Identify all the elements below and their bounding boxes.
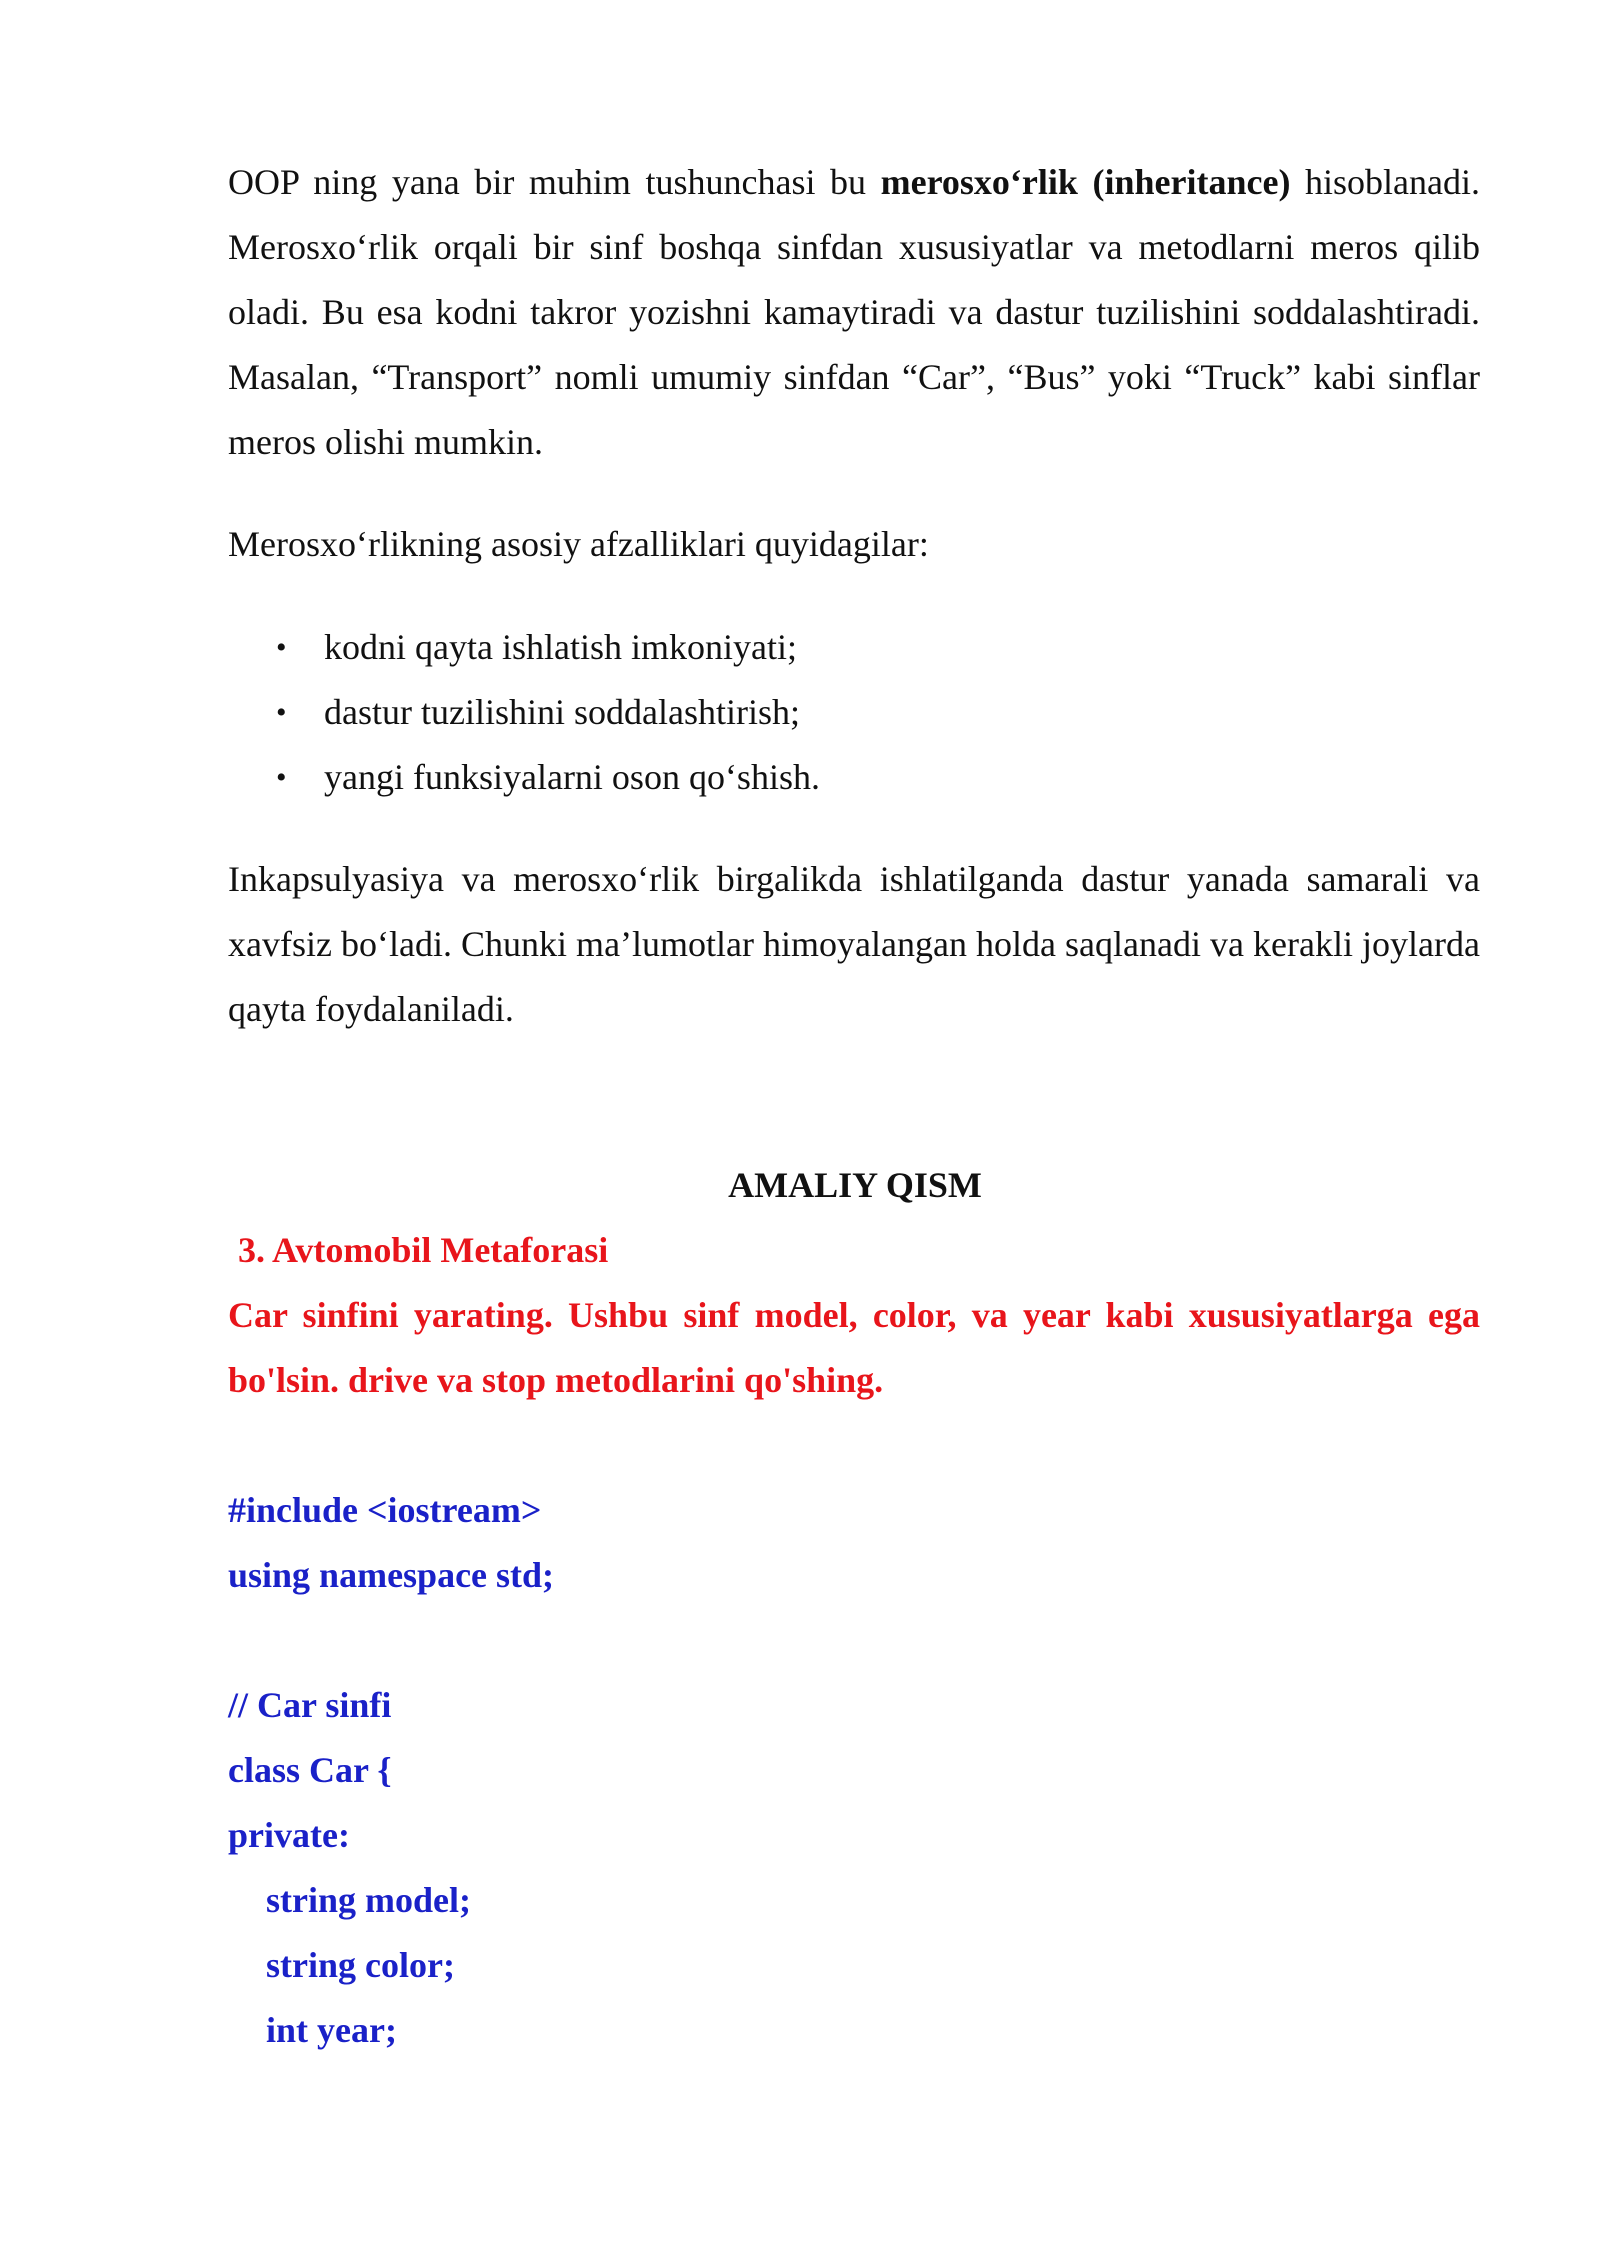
paragraph-text-start: OOP ning yana bir muhim tushunchasi bu bbox=[228, 162, 881, 202]
code-line-model: string model; bbox=[266, 1880, 471, 1920]
list-item bbox=[228, 615, 1480, 680]
inheritance-paragraph bbox=[228, 150, 1480, 475]
list-item bbox=[228, 680, 1480, 745]
code-block bbox=[228, 1478, 1480, 2063]
list-item-text: kodni qayta ishlatish imkoniyati; bbox=[324, 627, 797, 667]
task-description: Car sinfini yarating. Ushbu sinf model, color, va year kabi xususiyatlarga ega bo'lsin. drive va stop metodlarini qo'shing. bbox=[228, 1295, 1480, 1400]
paragraph-text-end: hisoblanadi. Merosxo‘rlik orqali bir sinf boshqa sinfdan xususiyatlar va metodlarni meros qilib oladi. Bu esa kodni takror yozishni kamaytiradi va dastur tuzilishini soddalashtiradi. Masalan, “Transport” nomli umumiy sinfdan “Car”, “Bus” yoki “Truck” kabi sinflar meros olishi mumkin. bbox=[228, 162, 1480, 462]
advantages-intro: Merosxo‘rlikning asosiy afzalliklari quyidagilar: bbox=[228, 524, 929, 564]
advantages-list bbox=[228, 615, 1480, 810]
code-line-blank bbox=[228, 1608, 1480, 1673]
code-line-using: using namespace std; bbox=[228, 1555, 555, 1595]
list-item-text: dastur tuzilishini soddalashtirish; bbox=[324, 692, 800, 732]
bullet-icon: • bbox=[276, 761, 287, 794]
bullet-icon: • bbox=[276, 631, 287, 664]
code-line-class: class Car { bbox=[228, 1750, 392, 1790]
list-item bbox=[228, 745, 1480, 810]
list-item-text: yangi funksiyalarni oson qo‘shish. bbox=[324, 757, 820, 797]
section-title: AMALIY QISM bbox=[728, 1165, 982, 1205]
encapsulation-paragraph: Inkapsulyasiya va merosxo‘rlik birgalikda ishlatilganda dastur yanada samarali va xavfsiz bo‘ladi. Chunki ma’lumotlar himoyalangan holda saqlanadi va kerakli joylarda qayta foydalaniladi. bbox=[228, 859, 1480, 1029]
code-line-color: string color; bbox=[266, 1945, 455, 1985]
document-page bbox=[228, 150, 1480, 2063]
inheritance-term: merosxo‘rlik (inheritance) bbox=[880, 162, 1291, 202]
code-line-comment: // Car sinfi bbox=[228, 1685, 392, 1725]
task-heading: 3. Avtomobil Metaforasi bbox=[238, 1230, 609, 1270]
code-line-include: #include <iostream> bbox=[228, 1490, 542, 1530]
code-line-year: int year; bbox=[266, 2010, 397, 2050]
bullet-icon: • bbox=[276, 696, 287, 729]
code-line-private: private: bbox=[228, 1815, 350, 1855]
